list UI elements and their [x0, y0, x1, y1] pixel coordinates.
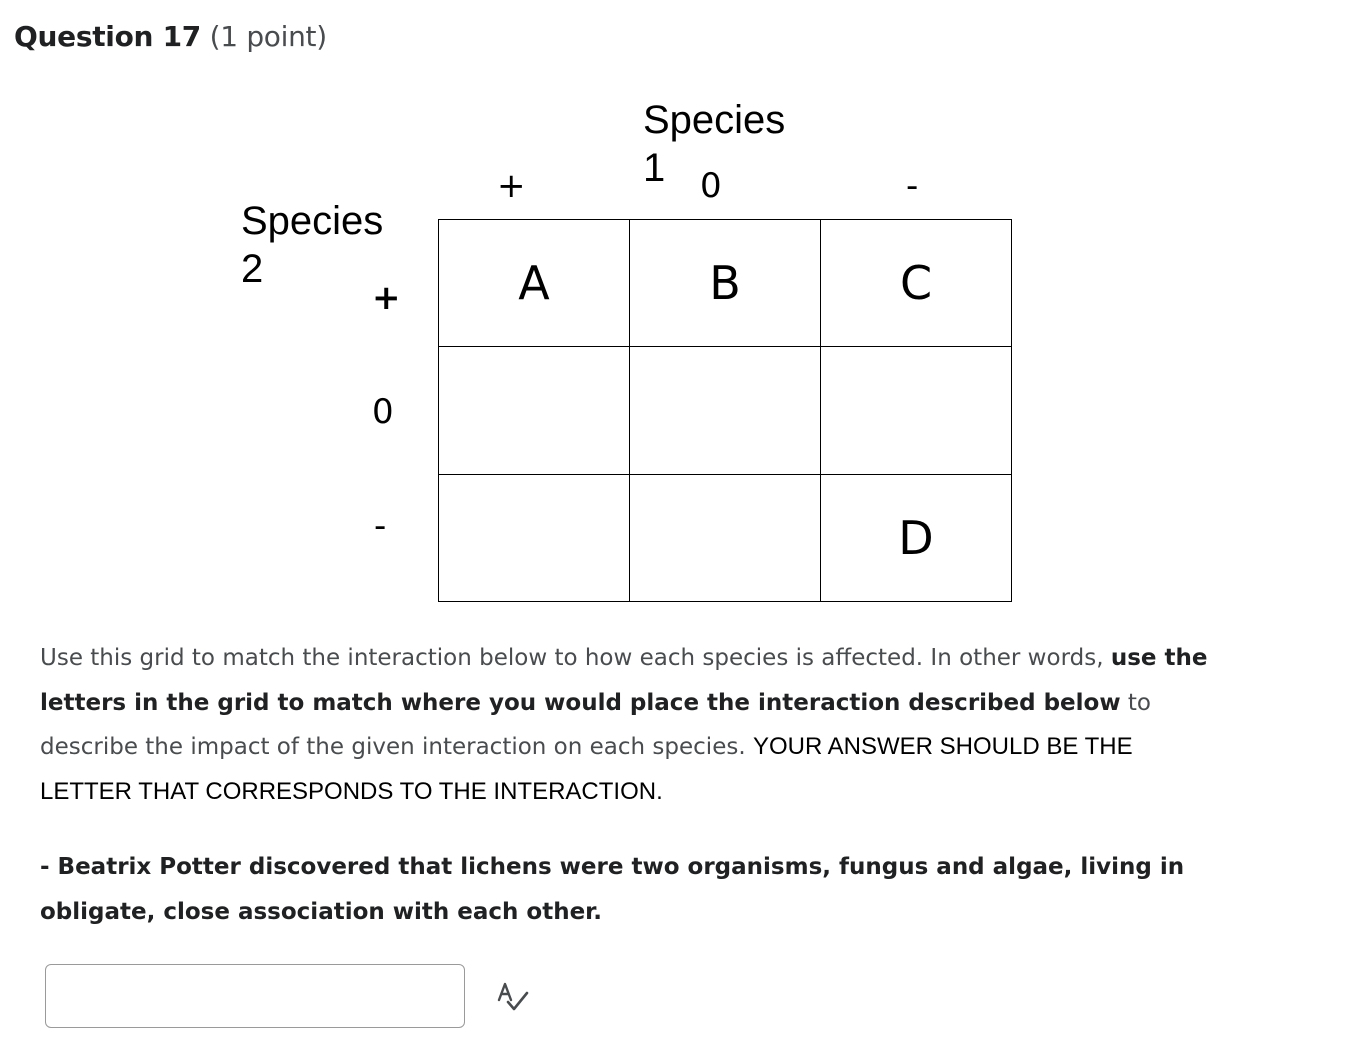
grid-cell-c: C: [821, 220, 1012, 347]
grid-cell-a: A: [439, 220, 630, 347]
row-header-plus: +: [372, 278, 401, 318]
column-header-minus: -: [906, 166, 919, 206]
grid-cell-empty: [630, 347, 821, 474]
column-header-plus: +: [497, 166, 526, 206]
grid-row: [439, 220, 1012, 347]
species-2-label: Species 2: [241, 199, 384, 291]
interaction-statement: - Beatrix Potter discovered that lichens were two organisms, fungus and algae, living in obligate, close association with each other.: [40, 854, 1185, 925]
spellcheck-icon[interactable]: [496, 980, 530, 1014]
grid-cell-b: B: [630, 220, 821, 347]
grid-row: [439, 347, 1012, 474]
grid-cell-d: D: [821, 474, 1012, 601]
grid-cell-empty: [821, 347, 1012, 474]
grid-cell-empty: [439, 347, 630, 474]
prompt-caps-text: YOUR ANSWER SHOULD BE THE LETTER THAT CORRESPONDS TO THE INTERACTION.: [40, 733, 1133, 805]
prompt-bold-text: use the letters in the grid to match where you would place the interaction described below: [40, 645, 1208, 716]
grid-cell-empty: [439, 474, 630, 601]
interaction-grid: [438, 219, 1012, 602]
question-prompt: [40, 636, 1220, 814]
column-header-zero: 0: [700, 166, 722, 206]
question-points: (1 point): [209, 20, 327, 53]
row-header-zero: 0: [372, 392, 394, 432]
prompt-text-2: to describe the impact of the given interaction on each species.: [40, 689, 1151, 760]
grid-row: [439, 474, 1012, 601]
answer-input[interactable]: [45, 964, 465, 1028]
grid-cell-empty: [630, 474, 821, 601]
species-1-label: Species 1: [643, 98, 786, 190]
row-header-minus: -: [374, 506, 387, 546]
question-title: Question 17: [14, 20, 201, 53]
prompt-text-1: Use this grid to match the interaction below to how each species is affected. In other words,: [40, 645, 1111, 671]
